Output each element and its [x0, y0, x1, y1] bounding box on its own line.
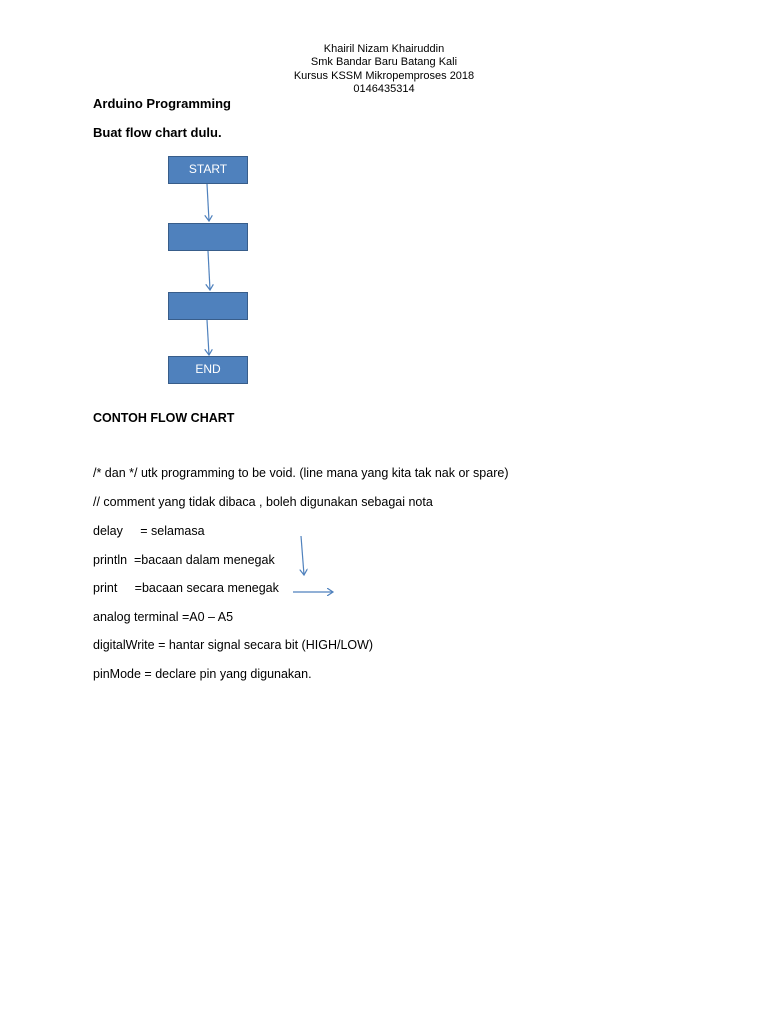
note-line: delay = selamasa [93, 524, 205, 538]
note-line: // comment yang tidak dibaca , boleh digunakan sebagai nota [93, 495, 433, 509]
note-line: analog terminal =A0 – A5 [93, 610, 234, 624]
phone-number: 0146435314 [353, 83, 415, 95]
arrow-step2-to-end [207, 320, 209, 355]
note-line: println =bacaan dalam menegak [93, 553, 275, 567]
note-line: digitalWrite = hantar signal secara bit (HIGH/LOW) [93, 638, 374, 652]
section-heading: CONTOH FLOW CHART [93, 411, 235, 425]
document-subtitle: Buat flow chart dulu. [93, 125, 222, 140]
arrow-step1-to-step2 [208, 251, 210, 290]
flowchart-end-box: END [168, 356, 248, 384]
document-title: Arduino Programming [93, 96, 231, 111]
author-name: Khairil Nizam Khairuddin [323, 43, 445, 55]
flowchart-start-box: START [168, 156, 248, 184]
flowchart-step-box-1 [168, 223, 248, 251]
note-line: print =bacaan secara menegak [93, 581, 279, 595]
note-line: pinMode = declare pin yang digunakan. [93, 667, 312, 681]
course-name: Kursus KSSM Mikropemproses 2018 [293, 70, 475, 82]
down-arrow-icon [301, 536, 304, 575]
arrow-start-to-step1 [207, 184, 209, 221]
flowchart-step-box-2 [168, 292, 248, 320]
school-name: Smk Bandar Baru Batang Kali [310, 56, 458, 68]
note-line: /* dan */ utk programming to be void. (line mana yang kita tak nak or spare) [93, 466, 509, 480]
